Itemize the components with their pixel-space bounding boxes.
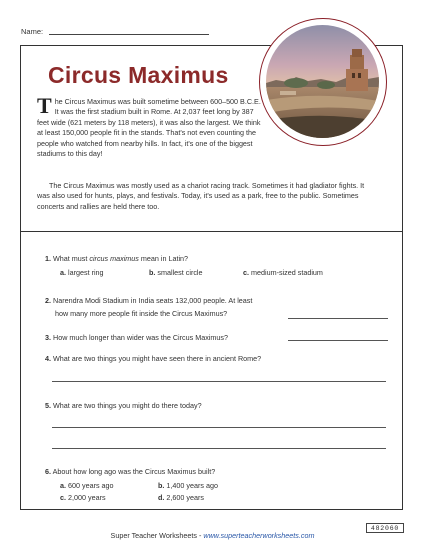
section-divider (20, 231, 403, 232)
answer-line-3[interactable] (288, 340, 388, 341)
question-1 (45, 253, 188, 264)
question-emphasis: circus maximus (89, 254, 139, 263)
question-6 (45, 466, 215, 477)
answer-line-2[interactable] (288, 318, 388, 319)
option-6b[interactable]: b. 1,400 years ago (158, 481, 218, 490)
question-5 (45, 400, 202, 411)
passage-paragraph-2: The Circus Maximus was mostly used as a chariot racing track. Sometimes it had gladiator fights. It was also used for hunts, plays, and festivals. Today, it's used as a park, free to the public. Sometimes concerts and rallies are held there too. (37, 181, 365, 211)
answer-line-4[interactable] (52, 381, 386, 382)
answer-line-5b[interactable] (52, 448, 386, 449)
name-field[interactable] (49, 34, 209, 35)
name-field-label (21, 27, 209, 36)
question-number: 5. (45, 401, 51, 410)
circus-maximus-photo (266, 25, 379, 138)
drop-cap: T (37, 93, 52, 118)
option-6c[interactable]: c. 2,000 years (60, 493, 106, 502)
question-number: 4. (45, 354, 51, 363)
question-number: 1. (45, 254, 51, 263)
option-1a[interactable]: a. largest ring (60, 268, 104, 277)
question-number: 3. (45, 333, 51, 342)
question-text: mean in Latin? (138, 254, 189, 263)
photo-frame (259, 18, 387, 146)
name-label: Name: (21, 27, 44, 36)
question-2 (45, 295, 252, 306)
question-text: What are two things you might have seen there in ancient Rome? (53, 354, 262, 363)
question-text: Narendra Modi Stadium in India seats 132,000 people. At least (53, 296, 253, 305)
question-text: What are two things you might do there today? (53, 401, 202, 410)
footer (0, 531, 425, 540)
question-3 (45, 332, 228, 343)
option-1b[interactable]: b. smallest circle (149, 268, 203, 277)
option-1c[interactable]: c. medium-sized stadium (243, 268, 323, 277)
option-6d[interactable]: d. 2,600 years (158, 493, 204, 502)
passage-paragraph-1 (37, 93, 262, 159)
question-text: How much longer than wider was the Circus Maximus? (53, 333, 228, 342)
passage-paragraph-1-text: he Circus Maximus was built sometime between 600–500 B.C.E. It was the first stadium built in Rome. At 2,037 feet long by 387 feet wide (621 meters by 118 meters), it was also the largest. We think at least 150,000 people fit in the stands. That's not even counting the people who watched from nearby hills. In fact, it's one of the biggest stadiums to this day! (37, 97, 261, 159)
question-number: 2. (45, 296, 51, 305)
question-4 (45, 353, 261, 364)
worksheet-code: 482060 (366, 523, 404, 533)
question-number: 6. (45, 467, 51, 476)
footer-link[interactable]: www.superteacherworksheets.com (203, 531, 315, 540)
question-2-line-2: how many more people fit inside the Circus Maximus? (55, 309, 228, 318)
answer-line-5a[interactable] (52, 427, 386, 428)
page-title: Circus Maximus (48, 62, 229, 88)
footer-text: Super Teacher Worksheets - (110, 531, 204, 540)
question-text: About how long ago was the Circus Maximus built? (52, 467, 216, 476)
option-6a[interactable]: a. 600 years ago (60, 481, 114, 490)
question-text: What must (53, 254, 90, 263)
